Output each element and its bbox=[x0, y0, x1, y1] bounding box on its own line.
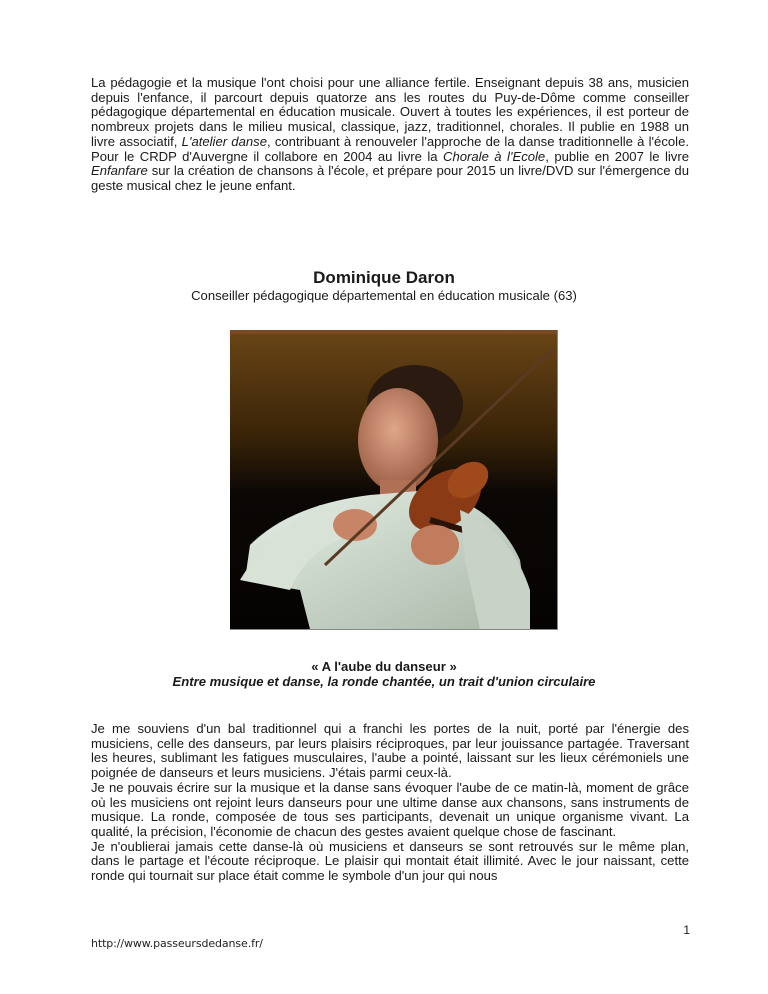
footer-url[interactable]: http://www.passeursdedanse.fr/ bbox=[91, 937, 263, 950]
book-title-enfanfare: Enfanfare bbox=[91, 163, 148, 179]
intro-paragraph bbox=[91, 76, 689, 194]
article-paragraph: Je ne pouvais écrire sur la musique et la danse sans évoquer l'aube de ce matin-là, moment de grâce où les musiciens ont rejoint leurs danseurs pour une ultime danse aux chansons, sans instruments de musique. La ronde, composée de tous ses participants, devenait un unique organisme vivant. La qualité, la précision, l'économie de chacun des gestes avaient quelque chose de fascinant. bbox=[91, 779, 689, 839]
author-role: Conseiller pédagogique départemental en éducation musicale (63) bbox=[191, 288, 577, 303]
intro-text: , publie en 2007 le livre bbox=[545, 148, 689, 164]
intro-text: La pédagogie et la musique l'ont choisi pour une alliance fertile. Enseignant depuis 38 ans, musicien depuis l'enfance, il parcourt depuis quatorze ans les routes du Puy-de-Dôme comme conseiller pédagogique départemental en éducation musicale. Ouvert à toutes les expériences, il est porteur de nombreux projets dans le milieu musical, classique, jazz, traditionnel, chorales. Il publie en 1988 un livre associatif, bbox=[91, 75, 689, 149]
author-photo bbox=[230, 330, 558, 630]
book-title-atelier-danse: L'atelier danse bbox=[181, 133, 267, 149]
violinist-photo-illustration bbox=[230, 330, 557, 629]
article-paragraph: Je me souviens d'un bal traditionnel qui a franchi les portes de la nuit, porté par l'énergie des musiciens, celle des danseurs, par leurs plaisirs réciproques, par leur jouissance partagée. Traversant les heures, sublimant les fatigues musculaires, l'aube a pointé, laissant sur les lieux cérémoniels une poignée de danseurs et leurs musiciens. J'étais parmi ceux-là. bbox=[91, 721, 689, 781]
article-paragraph: Je n'oublierai jamais cette danse-là où musiciens et danseurs se sont retrouvés sur le même plan, dans le partage et l'écoute réciproque. Le plaisir qui montait était illimité. Avec le jour naissant, cette ronde qui tournait sur place était comme le symbole d'un jour qui nous bbox=[91, 838, 689, 884]
book-title-chorale: Chorale à l'Ecole bbox=[443, 148, 546, 164]
article-body bbox=[91, 722, 689, 884]
page-number: 1 bbox=[683, 923, 690, 937]
article-subtitle: Entre musique et danse, la ronde chantée, un trait d'union circulaire bbox=[172, 674, 596, 689]
article-title: « A l'aube du danseur » bbox=[311, 659, 457, 674]
author-name: Dominique Daron bbox=[313, 268, 455, 287]
intro-text: sur la création de chansons à l'école, et prépare pour 2015 un livre/DVD sur l'émergence du geste musical chez le jeune enfant. bbox=[91, 163, 689, 193]
intro-text: , contribuant à renouveler l'approche de la danse traditionnelle à l'école. Pour le CRDP d'Auvergne il collabore en 2004 au livre la bbox=[91, 133, 689, 164]
